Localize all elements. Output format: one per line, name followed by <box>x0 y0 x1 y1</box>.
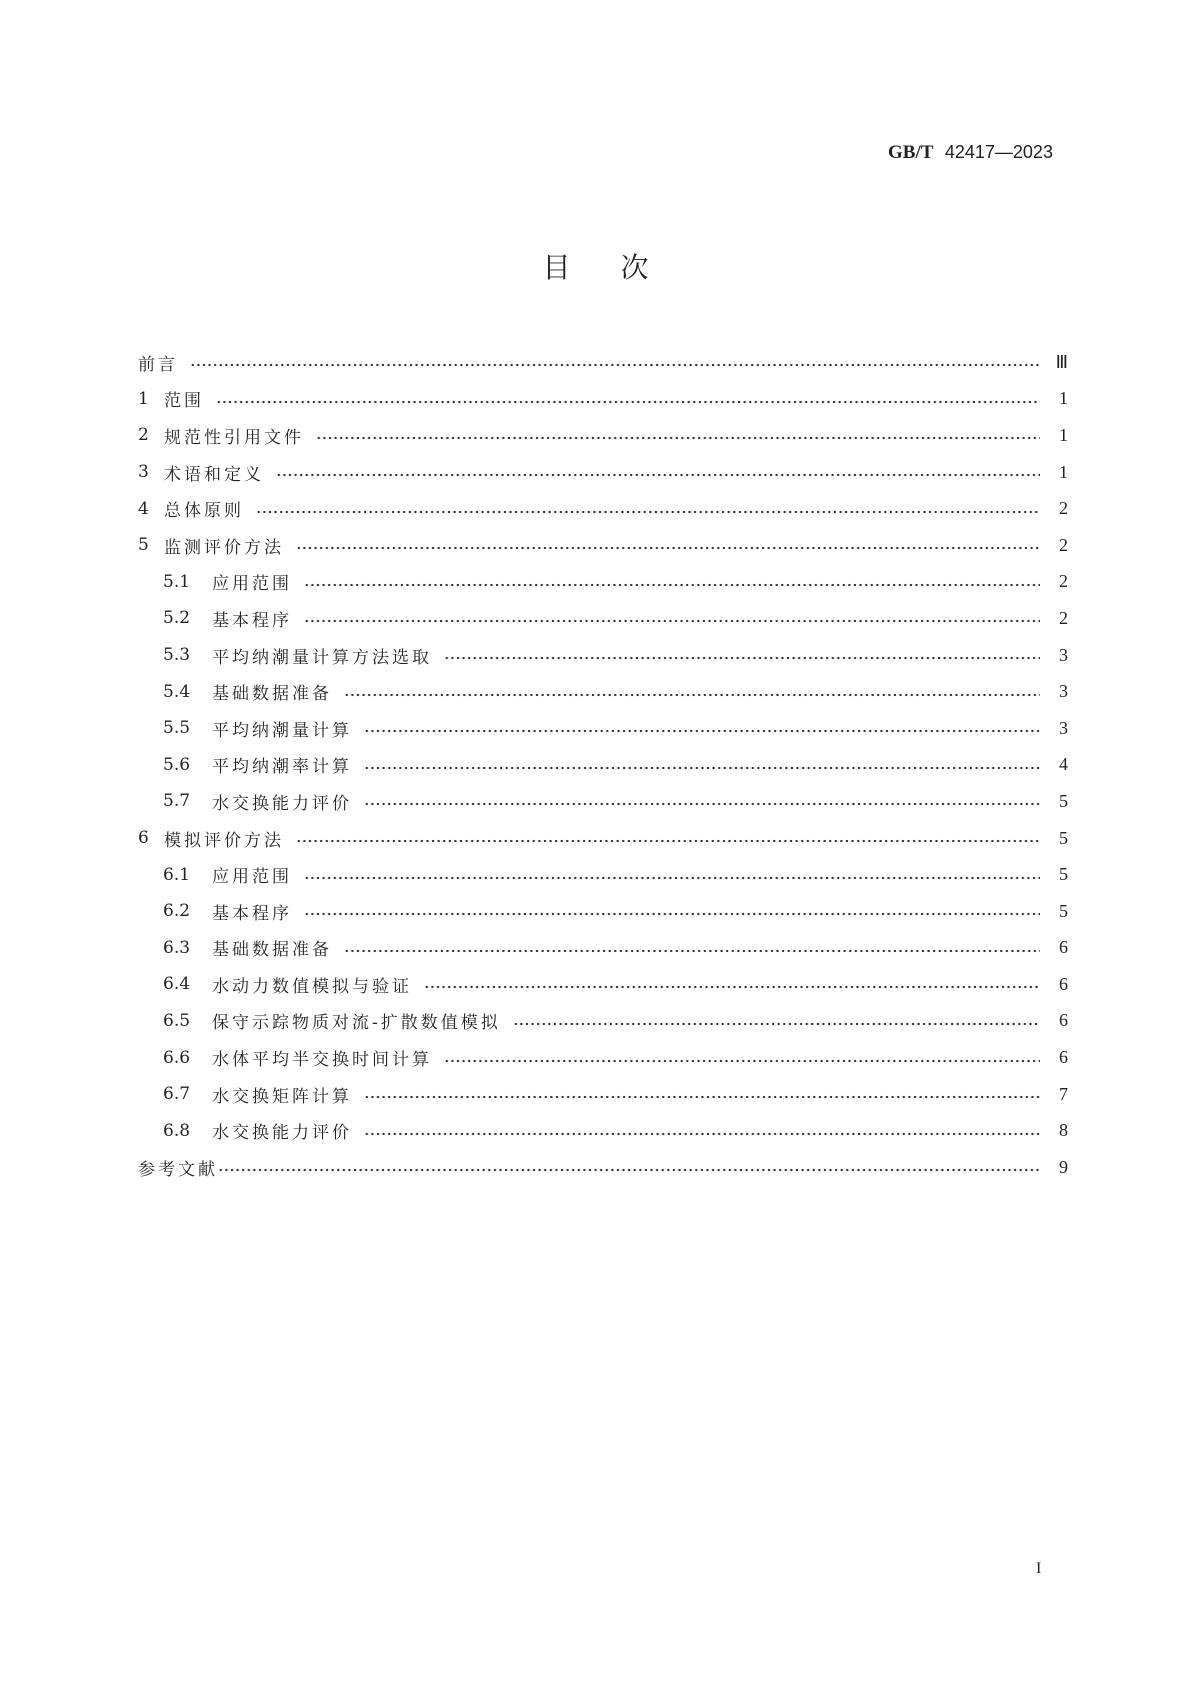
toc-entry-number: 4 <box>138 498 149 519</box>
toc-entry-page: 4 <box>1059 754 1068 775</box>
dot-leader <box>296 546 1040 550</box>
toc-entry[interactable] <box>138 1003 1068 1040</box>
toc-entry-label: 基本程序 <box>212 610 292 631</box>
toc-entry-label: 规范性引用文件 <box>164 427 304 448</box>
toc-entry-page: 5 <box>1059 827 1068 848</box>
toc-entry-label: 应用范围 <box>212 867 292 888</box>
toc-entry[interactable] <box>138 417 1068 454</box>
toc-entry[interactable] <box>138 1112 1068 1149</box>
toc-entry-page: 2 <box>1059 498 1068 519</box>
toc-entry[interactable] <box>138 966 1068 1003</box>
toc-entry-number: 6.2 <box>163 901 191 922</box>
toc-entry-number: 1 <box>138 388 149 409</box>
toc-entry[interactable] <box>138 893 1068 930</box>
toc-entry-label: 平均纳潮率计算 <box>212 757 352 778</box>
dot-leader <box>304 912 1040 916</box>
toc-entry[interactable] <box>138 1039 1068 1076</box>
toc-entry-number: 2 <box>138 425 149 446</box>
dot-leader <box>216 400 1040 404</box>
dot-leader <box>364 729 1040 733</box>
toc-entry-number: 5.4 <box>163 681 191 702</box>
toc-entry-number: 6.4 <box>163 974 191 995</box>
table-of-contents <box>138 344 1068 1186</box>
toc-entry[interactable] <box>138 747 1068 784</box>
toc-entry-label: 平均纳潮量计算方法选取 <box>212 647 432 668</box>
toc-entry-page: 5 <box>1059 790 1068 811</box>
standard-number-header <box>888 142 1053 164</box>
toc-entry[interactable] <box>138 710 1068 747</box>
dot-leader <box>364 766 1040 770</box>
toc-entry-label: 总体原则 <box>164 501 244 522</box>
toc-entry-page: 3 <box>1059 717 1068 738</box>
toc-entry-page: Ⅲ <box>1055 351 1068 372</box>
toc-entry-label: 术语和定义 <box>164 464 264 485</box>
dot-leader <box>276 473 1040 477</box>
toc-entry-number: 6.8 <box>163 1120 191 1141</box>
toc-entry-number: 5.2 <box>163 608 191 629</box>
toc-entry-number: 5.5 <box>163 718 191 739</box>
dot-leader <box>316 436 1040 440</box>
standard-number: 42417—2023 <box>944 142 1053 162</box>
toc-entry-page: 1 <box>1059 388 1068 409</box>
dot-leader <box>256 510 1040 514</box>
toc-entry[interactable] <box>138 637 1068 674</box>
dot-leader <box>304 619 1040 623</box>
dot-leader <box>444 1059 1040 1063</box>
dot-leader <box>218 1168 1040 1172</box>
toc-entry-page: 6 <box>1059 937 1068 958</box>
toc-entry-number: 6.7 <box>163 1084 191 1105</box>
toc-entry-number: 6.6 <box>163 1047 191 1068</box>
toc-entry[interactable] <box>138 381 1068 418</box>
dot-leader <box>296 839 1040 843</box>
toc-entry-label: 基本程序 <box>212 903 292 924</box>
toc-entry[interactable] <box>138 856 1068 893</box>
toc-entry-page: 2 <box>1059 534 1068 555</box>
dot-leader <box>344 693 1040 697</box>
toc-entry[interactable] <box>138 490 1068 527</box>
toc-entry[interactable] <box>138 820 1068 857</box>
toc-entry-number: 6 <box>138 828 149 849</box>
toc-entry-label: 范围 <box>164 391 204 412</box>
toc-entry-page: 5 <box>1059 864 1068 885</box>
toc-entry-label: 模拟评价方法 <box>164 830 284 851</box>
dot-leader <box>444 656 1040 660</box>
toc-entry-page: 1 <box>1059 461 1068 482</box>
toc-entry-page: 7 <box>1059 1083 1068 1104</box>
toc-entry-label: 应用范围 <box>212 574 292 595</box>
standard-prefix: GB/T <box>888 142 934 163</box>
toc-entry-number: 6.5 <box>163 1010 191 1031</box>
toc-entry[interactable] <box>138 783 1068 820</box>
toc-entry-page: 6 <box>1059 1010 1068 1031</box>
page-number: I <box>1036 1560 1042 1577</box>
toc-entry[interactable] <box>138 527 1068 564</box>
toc-entry-label: 基础数据准备 <box>212 684 332 705</box>
page-title: 目次 <box>542 251 699 284</box>
toc-entry-page: 3 <box>1059 644 1068 665</box>
toc-entry-page: 8 <box>1059 1120 1068 1141</box>
toc-entry-page: 2 <box>1059 571 1068 592</box>
toc-entry-label: 水交换能力评价 <box>212 1123 352 1144</box>
dot-leader <box>304 876 1040 880</box>
toc-entry-page: 1 <box>1059 424 1068 445</box>
toc-entry-number: 6.1 <box>163 864 191 885</box>
toc-entry-label: 水交换矩阵计算 <box>212 1086 352 1107</box>
toc-entry-label: 保守示踪物质对流-扩散数值模拟 <box>212 1013 501 1034</box>
toc-entry-page: 2 <box>1059 607 1068 628</box>
toc-entry-page: 3 <box>1059 681 1068 702</box>
toc-entry-label: 参考文献 <box>138 1159 218 1180</box>
toc-entry-page: 6 <box>1059 973 1068 994</box>
toc-entry-number: 5.7 <box>163 791 191 812</box>
toc-entry[interactable] <box>138 564 1068 601</box>
toc-entry-label: 基础数据准备 <box>212 940 332 961</box>
toc-entry-page: 6 <box>1059 1047 1068 1068</box>
toc-entry-label: 前言 <box>138 354 178 375</box>
dot-leader <box>513 1022 1040 1026</box>
toc-entry-number: 5.3 <box>163 645 191 666</box>
toc-entry[interactable] <box>138 1149 1068 1186</box>
dot-leader <box>364 1132 1040 1136</box>
toc-entry-page: 9 <box>1059 1156 1068 1177</box>
dot-leader <box>190 363 1040 367</box>
dot-leader <box>364 1095 1040 1099</box>
toc-entry[interactable] <box>138 600 1068 637</box>
dot-leader <box>344 949 1040 953</box>
toc-entry-page: 5 <box>1059 900 1068 921</box>
toc-entry-number: 5.6 <box>163 754 191 775</box>
toc-entry[interactable] <box>138 673 1068 710</box>
toc-entry-number: 6.3 <box>163 937 191 958</box>
toc-entry-label: 监测评价方法 <box>164 537 284 558</box>
toc-entry[interactable] <box>138 344 1068 381</box>
toc-entry-number: 5.1 <box>163 571 191 592</box>
toc-entry[interactable] <box>138 930 1068 967</box>
dot-leader <box>304 583 1040 587</box>
toc-entry-number: 3 <box>138 462 149 483</box>
toc-entry-number: 5 <box>138 535 149 556</box>
toc-entry-label: 平均纳潮量计算 <box>212 720 352 741</box>
toc-entry[interactable] <box>138 454 1068 491</box>
toc-entry[interactable] <box>138 1076 1068 1113</box>
toc-entry-label: 水体平均半交换时间计算 <box>212 1050 432 1071</box>
dot-leader <box>364 802 1040 806</box>
dot-leader <box>424 985 1040 989</box>
toc-entry-label: 水交换能力评价 <box>212 793 352 814</box>
toc-entry-label: 水动力数值模拟与验证 <box>212 976 412 997</box>
